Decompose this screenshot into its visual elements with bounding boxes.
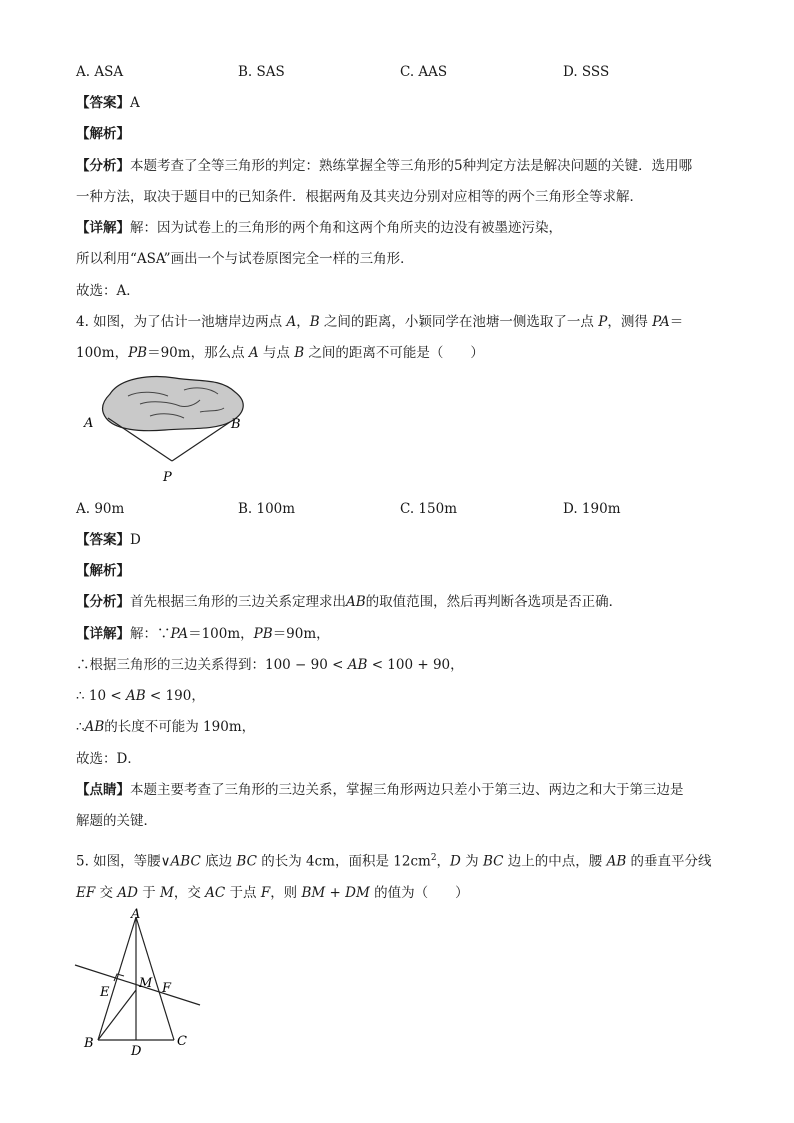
- q5-stem-part: 交: [95, 885, 118, 901]
- option-b: B. 100m: [238, 501, 296, 517]
- option-d: D. SSS: [563, 64, 610, 80]
- pond-figure: [80, 372, 260, 487]
- therefore-sign: ∴: [76, 688, 89, 704]
- ab-label: AB: [347, 657, 368, 673]
- q4-stem-part: ，测得: [607, 314, 653, 330]
- fig-label-a: A: [84, 416, 94, 431]
- xiangjie-tag: 【详解】: [76, 220, 130, 236]
- area-value: 12cm: [393, 853, 431, 870]
- point-p-label: P: [598, 314, 608, 330]
- inequality-line-1: [76, 655, 464, 675]
- fenxi-tag: 【分析】: [76, 594, 130, 610]
- dianjing-line-1: [76, 780, 684, 800]
- fenxi-line-1: [76, 156, 692, 176]
- inequality-line-2: [76, 686, 205, 706]
- q5-stem-part: 的长为: [256, 853, 307, 870]
- q5-stem-line-1: [76, 848, 712, 872]
- area-exponent: 2: [430, 853, 437, 863]
- ab-label: AB: [606, 853, 627, 870]
- xiangjie-tag: 【详解】: [76, 626, 130, 642]
- option-c: C. 150m: [400, 501, 457, 517]
- q5-stem-part: ，则: [270, 885, 302, 901]
- q5-stem-part: 边上的中点，腰: [503, 853, 607, 870]
- base-length: 4cm: [306, 853, 335, 870]
- q5-stem-part: ，: [436, 853, 451, 870]
- xiangjie-line: [76, 624, 330, 644]
- point-a-label: A: [248, 345, 259, 361]
- fig-label-c: C: [177, 1034, 187, 1049]
- fig-label-b: B: [84, 1036, 94, 1051]
- q4-stem-line-1: [76, 312, 683, 332]
- therefore-sign: ∴: [76, 719, 85, 735]
- xiangjie-line-1: [76, 218, 562, 238]
- analysis-heading: [76, 124, 130, 144]
- point-b-label: B: [309, 314, 320, 330]
- q5-stem-part: ，面积是: [334, 853, 394, 870]
- xiangjie-text: ＝100m，: [188, 626, 254, 642]
- bc-label: BC: [236, 853, 257, 870]
- step-text: 的长度不可能为 190m，: [104, 719, 256, 735]
- option-a: A. ASA: [76, 64, 124, 80]
- fig-label-p: P: [163, 470, 172, 485]
- pa-label: PA: [170, 626, 189, 642]
- point-b-label: B: [294, 345, 305, 361]
- expression-bm-dm: BM + DM: [301, 885, 370, 901]
- xiangjie-text: ＝90m，: [272, 626, 330, 642]
- q4-stem-part: 之间的距离不可能是（ ）: [304, 345, 484, 361]
- q4-stem-part: 之间的距离，小颖同学在池塘一侧选取了一点: [319, 314, 599, 330]
- point-f-label: F: [260, 885, 271, 901]
- triangle-abc: ∨ABC: [160, 853, 201, 870]
- q5-stem-part: ，交: [173, 885, 206, 901]
- answer-value: D: [130, 532, 141, 548]
- analysis-tag: 【解析】: [76, 126, 130, 142]
- q5-stem-part: 底边: [200, 853, 237, 870]
- q5-stem-part: 的垂直平分线: [626, 853, 712, 870]
- point-d-label: D: [450, 853, 461, 870]
- fig-label-d: D: [131, 1044, 142, 1059]
- point-m-label: M: [160, 885, 174, 901]
- answer-tag: 【答案】: [76, 95, 130, 111]
- ef-label: EF: [76, 885, 96, 901]
- q5-stem-part: 5. 如图，等腰: [76, 853, 161, 870]
- q4-stem-part: 100m，: [76, 345, 129, 361]
- fig-label-f: F: [162, 981, 172, 996]
- fenxi-line-2: 一种方法，取决于题目中的已知条件．根据两角及其夹边分别对应相等的两个三角形全等求解．: [76, 189, 643, 205]
- q4-stem-part: 4. 如图，为了估计一池塘岸边两点: [76, 314, 287, 330]
- fig-label-e: E: [100, 985, 110, 1000]
- choose-line: 故选：D．: [76, 751, 141, 767]
- fig-label-b: B: [231, 417, 241, 432]
- option-c: C. AAS: [400, 64, 448, 80]
- fig-label-m: M: [139, 976, 153, 991]
- answer-tag: 【答案】: [76, 532, 130, 548]
- q5-stem-line-2: [76, 883, 469, 903]
- equals-sign: ＝: [669, 314, 684, 330]
- q5-stem-part: 为: [460, 853, 483, 870]
- option-d: D. 190m: [563, 501, 621, 517]
- ineq-part: < 190: [145, 688, 192, 704]
- q5-stem-part: 于点: [225, 885, 261, 901]
- pb-label: PB: [253, 626, 273, 642]
- q4-stem-line-2: [76, 343, 484, 363]
- answer-value: A: [130, 95, 140, 111]
- q5-stem-part: 的值为（ ）: [369, 885, 469, 901]
- bisector-ef: [75, 965, 200, 1005]
- punct: ，: [450, 657, 464, 673]
- xiangjie-text: 解：∵: [130, 626, 171, 642]
- choose-line: 故选：A．: [76, 283, 140, 299]
- fenxi-text: 首先根据三角形的三边关系定理求出: [130, 594, 346, 610]
- fig-label-a: A: [131, 907, 141, 922]
- xiangjie-line-2: 所以利用“ASA”画出一个与试卷原图完全一样的三角形．: [76, 251, 414, 267]
- dianjing-line-2: 解题的关键．: [76, 813, 157, 829]
- punct: ，: [191, 688, 205, 704]
- analysis-heading: [76, 561, 130, 581]
- ab-label: AB: [84, 719, 105, 735]
- option-a: A. 90m: [76, 501, 125, 517]
- option-b: B. SAS: [238, 64, 285, 80]
- q4-stem-part: 与点: [258, 345, 295, 361]
- fenxi-text: 的取值范围，然后再判断各选项是否正确．: [365, 594, 623, 610]
- point-a-label: A: [286, 314, 297, 330]
- ineq-part: < 100 + 90: [367, 657, 451, 673]
- conclusion-line: [76, 717, 255, 737]
- ad-label: AD: [117, 885, 138, 901]
- bc-label: BC: [482, 853, 504, 870]
- answer-line: [76, 530, 141, 550]
- q4-stem-part: ＝90m，那么点: [147, 345, 249, 361]
- ineq-part: 100 − 90 <: [265, 657, 348, 673]
- xiangjie-text: 解：因为试卷上的三角形的两个角和这两个角所夹的边没有被墨迹污染，: [130, 220, 562, 236]
- triangle-figure: [70, 905, 210, 1060]
- pa-label: PA: [652, 314, 670, 330]
- ineq-part: 10 <: [88, 688, 126, 704]
- dianjing-text: 本题主要考查了三角形的三边关系，掌握三角形两边只差小于第三边、两边之和大于第三边是: [130, 782, 684, 798]
- fenxi-line: [76, 592, 622, 612]
- fenxi-text: 本题考查了全等三角形的判定：熟练掌握全等三角形的5种判定方法是解决问题的关键．选用哪: [130, 158, 693, 174]
- punct: ，: [296, 314, 310, 330]
- analysis-tag: 【解析】: [76, 563, 130, 579]
- step-text: ∴根据三角形的三边关系得到：: [76, 657, 265, 673]
- q5-stem-part: 于: [137, 885, 160, 901]
- fenxi-tag: 【分析】: [76, 158, 130, 174]
- pb-label: PB: [128, 345, 148, 361]
- ab-label: AB: [125, 688, 146, 704]
- answer-line: [76, 93, 140, 113]
- ac-label: AC: [205, 885, 226, 901]
- dianjing-tag: 【点睛】: [76, 782, 130, 798]
- ab-label: AB: [346, 594, 366, 610]
